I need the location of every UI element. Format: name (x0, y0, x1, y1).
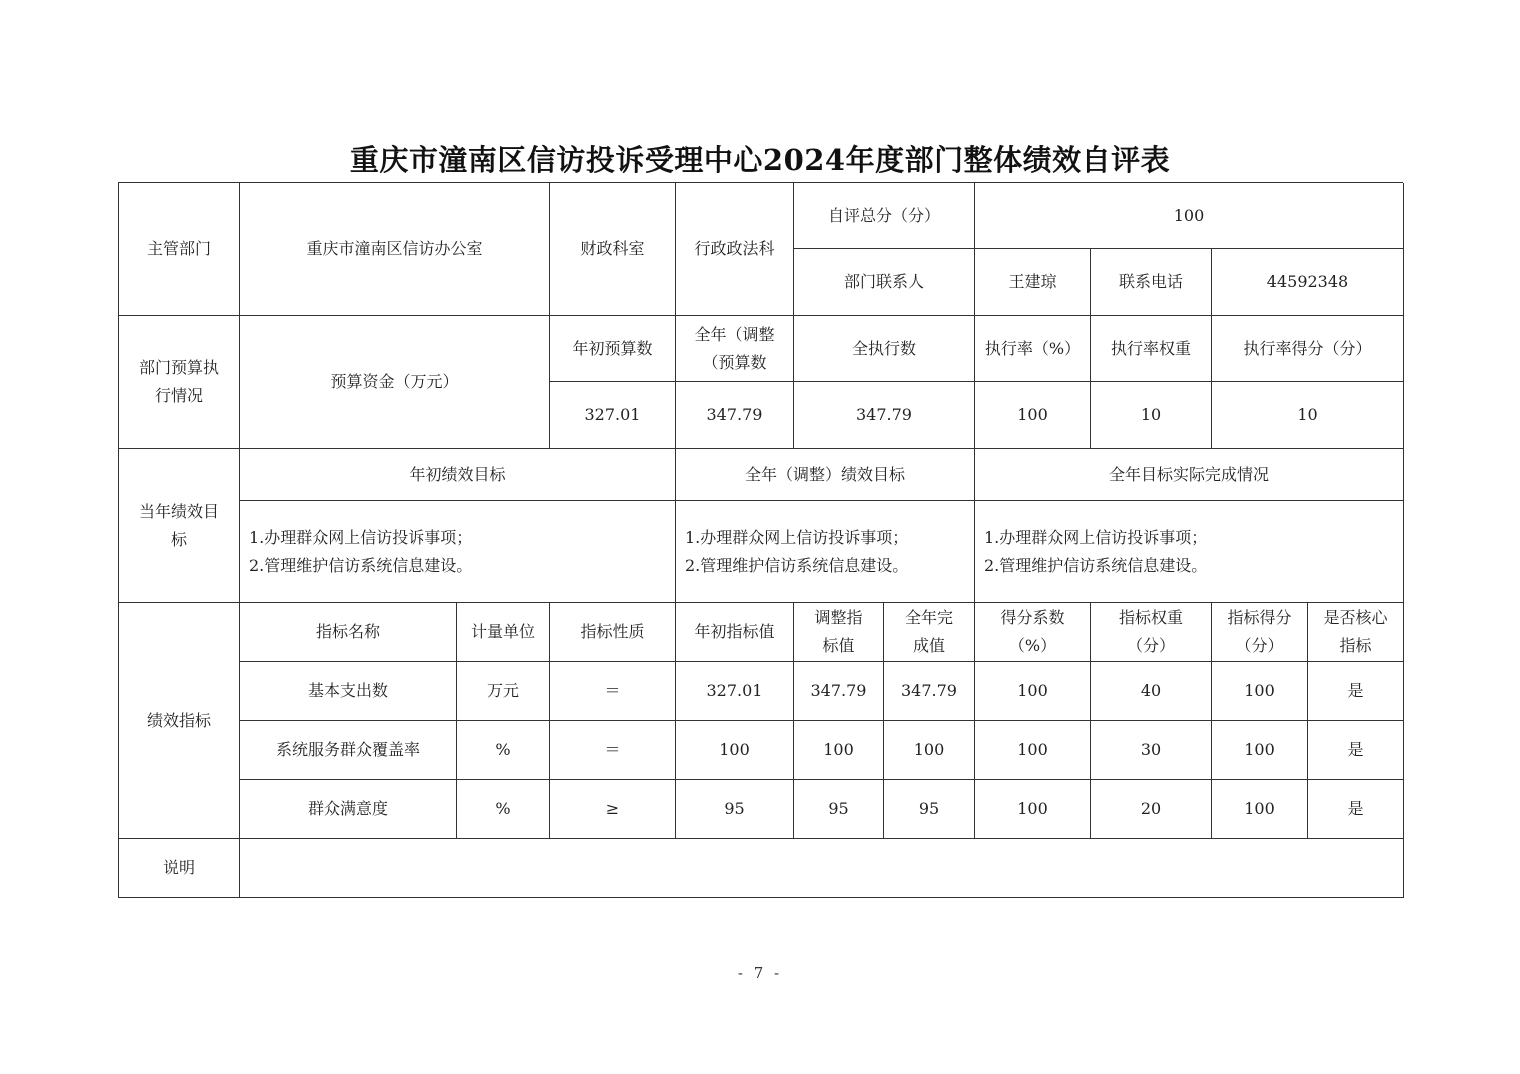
indicator-cell: ＝ (550, 662, 676, 721)
indicator-cell: 327.01 (676, 662, 794, 721)
page-number: - 7 - (737, 964, 783, 982)
finance-office-label: 财政科室 (550, 183, 676, 316)
indicator-cell: 95 (794, 780, 884, 839)
goals-adjusted-label: 全年（调整）绩效目标 (676, 449, 975, 501)
indicator-header-cell: 是否核心 指标 (1308, 603, 1404, 662)
indicator-cell: 是 (1308, 780, 1404, 839)
notes-label: 说明 (119, 839, 240, 898)
budget-executed-value: 347.79 (794, 382, 975, 449)
indicator-cell: 系统服务群众覆盖率 (240, 721, 457, 780)
budget-col-executed: 全执行数 (794, 316, 975, 382)
phone-label: 联系电话 (1091, 249, 1212, 316)
indicator-cell: 100 (794, 721, 884, 780)
indicator-cell: 是 (1308, 662, 1404, 721)
budget-col-rate: 执行率（%） (975, 316, 1091, 382)
indicator-cell: 347.79 (794, 662, 884, 721)
goals-actual-label: 全年目标实际完成情况 (975, 449, 1404, 501)
indicator-cell: ＝ (550, 721, 676, 780)
indicator-cell: % (457, 780, 550, 839)
budget-score-value: 10 (1212, 382, 1404, 449)
budget-adjusted-value: 347.79 (676, 382, 794, 449)
indicator-cell: 100 (975, 721, 1091, 780)
budget-col-initial: 年初预算数 (550, 316, 676, 382)
indicator-header-cell: 调整指 标值 (794, 603, 884, 662)
indicator-cell: 30 (1091, 721, 1212, 780)
budget-rate-value: 100 (975, 382, 1091, 449)
budget-section-label: 部门预算执 行情况 (119, 316, 240, 449)
goals-initial-label: 年初绩效目标 (240, 449, 676, 501)
total-score-value: 100 (975, 183, 1404, 249)
total-score-label: 自评总分（分） (794, 183, 975, 249)
indicator-header-cell: 全年完 成值 (884, 603, 975, 662)
indicator-cell: 95 (676, 780, 794, 839)
indicator-cell: 20 (1091, 780, 1212, 839)
indicator-cell: 群众满意度 (240, 780, 457, 839)
contact-label: 部门联系人 (794, 249, 975, 316)
indicator-header-cell: 指标得分 （分） (1212, 603, 1308, 662)
goals-adjusted-text: 1.办理群众网上信访投诉事项； 2.管理维护信访系统信息建设。 (676, 501, 975, 603)
goals-initial-text: 1.办理群众网上信访投诉事项； 2.管理维护信访系统信息建设。 (240, 501, 676, 603)
dept-label: 主管部门 (119, 183, 240, 316)
indicator-cell: 100 (676, 721, 794, 780)
indicator-cell: % (457, 721, 550, 780)
budget-funds-label: 预算资金（万元） (240, 316, 550, 449)
indicator-header-cell: 计量单位 (457, 603, 550, 662)
indicator-cell: 基本支出数 (240, 662, 457, 721)
budget-col-score: 执行率得分（分） (1212, 316, 1404, 382)
page-title: 重庆市潼南区信访投诉受理中心2024年度部门整体绩效自评表 (349, 143, 1171, 177)
indicator-header-cell: 得分系数 （%） (975, 603, 1091, 662)
indicator-cell: 是 (1308, 721, 1404, 780)
goals-section-label: 当年绩效目 标 (119, 449, 240, 603)
performance-table (118, 182, 1403, 898)
indicator-header-cell: 年初指标值 (676, 603, 794, 662)
indicator-cell: 40 (1091, 662, 1212, 721)
contact-name: 王建琼 (975, 249, 1091, 316)
indicator-cell: 万元 (457, 662, 550, 721)
indicator-cell: 95 (884, 780, 975, 839)
indicator-header-cell: 指标权重 （分） (1091, 603, 1212, 662)
indicator-header-cell: 指标性质 (550, 603, 676, 662)
budget-col-adjusted: 全年（调整 （预算数 (676, 316, 794, 382)
indicator-cell: 100 (1212, 721, 1308, 780)
indicator-cell: 100 (884, 721, 975, 780)
notes-value (240, 839, 1404, 898)
indicator-header-cell: 指标名称 (240, 603, 457, 662)
indicator-cell: 347.79 (884, 662, 975, 721)
phone-value: 44592348 (1212, 249, 1404, 316)
admin-office-value: 行政政法科 (676, 183, 794, 316)
dept-value: 重庆市潼南区信访办公室 (240, 183, 550, 316)
indicator-cell: 100 (975, 662, 1091, 721)
budget-col-weight: 执行率权重 (1091, 316, 1212, 382)
goals-actual-text: 1.办理群众网上信访投诉事项； 2.管理维护信访系统信息建设。 (975, 501, 1404, 603)
indicator-cell: 100 (1212, 662, 1308, 721)
indicators-section-label: 绩效指标 (119, 603, 240, 839)
budget-initial-value: 327.01 (550, 382, 676, 449)
budget-weight-value: 10 (1091, 382, 1212, 449)
indicator-cell: 100 (1212, 780, 1308, 839)
indicator-cell: 100 (975, 780, 1091, 839)
indicator-cell: ≥ (550, 780, 676, 839)
